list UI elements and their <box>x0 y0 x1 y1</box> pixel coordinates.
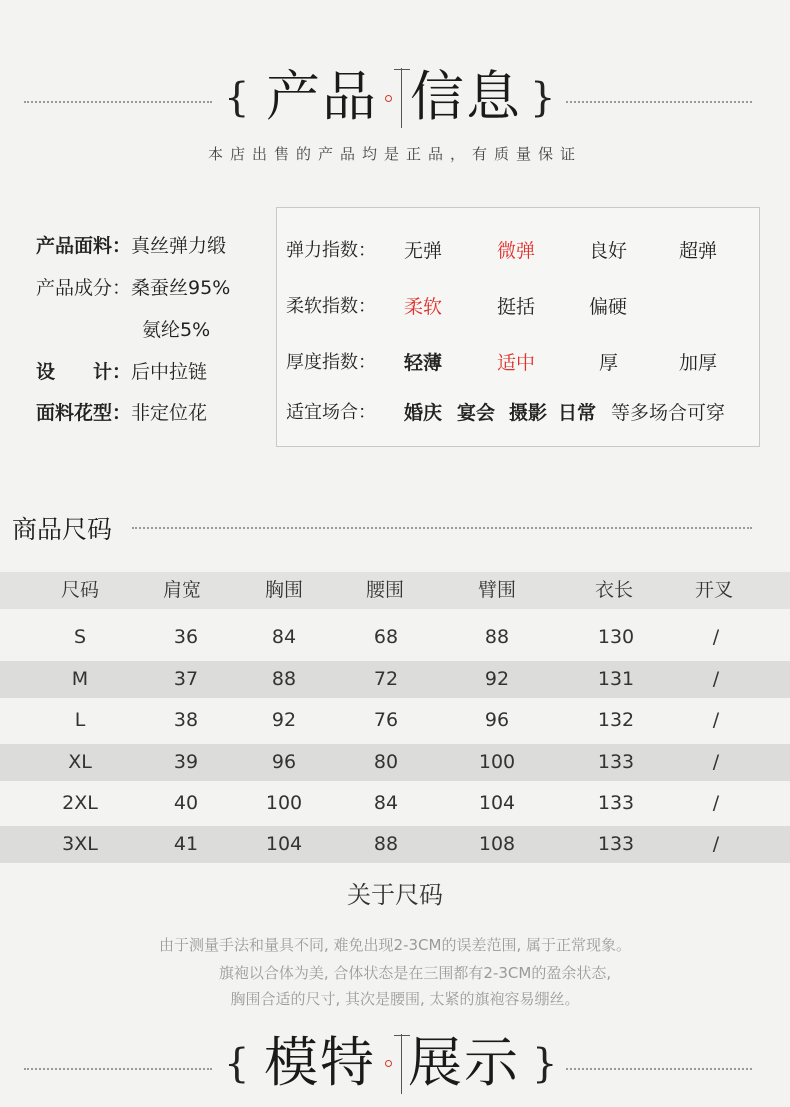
header-slit: 开叉 <box>694 579 734 601</box>
brace-open: { <box>224 1041 250 1087</box>
cell-shoulder: 41 <box>173 833 199 855</box>
cell-bust: 100 <box>265 792 303 814</box>
section-title-left: 模特 <box>264 1031 376 1094</box>
section-title-right: 信息 <box>410 65 522 128</box>
detail-composition-2 <box>142 315 210 342</box>
cell-waist: 72 <box>373 668 399 690</box>
cell-shoulder: 40 <box>173 792 199 814</box>
header-size: 尺码 <box>60 579 100 601</box>
thickness-option-extra-thick: 加厚 <box>679 352 718 374</box>
header-length: 衣长 <box>594 579 634 601</box>
elasticity-option-slight: 微弹 <box>497 240 536 262</box>
table-row <box>0 702 790 739</box>
brace-close: } <box>530 75 556 121</box>
cell-slit: / <box>712 833 720 855</box>
title-dot-icon <box>385 1060 392 1067</box>
cell-slit: / <box>712 626 720 648</box>
cell-slit: / <box>712 792 720 814</box>
table-row <box>0 619 790 656</box>
occasion-photo: 摄影 <box>509 402 548 424</box>
size-divider <box>132 527 752 529</box>
cell-length: 133 <box>597 792 635 814</box>
detail-design <box>36 357 207 384</box>
cell-arm: 92 <box>484 668 510 690</box>
elasticity-option-none: 无弹 <box>404 240 443 262</box>
cell-slit: / <box>712 751 720 773</box>
cell-arm: 104 <box>478 792 516 814</box>
elasticity-option-super: 超弹 <box>679 240 718 262</box>
cell-length: 133 <box>597 751 635 773</box>
elasticity-option-good: 良好 <box>589 240 628 262</box>
cell-length: 132 <box>597 709 635 731</box>
occasion-daily: 日常 <box>558 402 597 424</box>
cell-shoulder: 36 <box>173 626 199 648</box>
cell-bust: 88 <box>271 668 297 690</box>
divider-right <box>566 101 752 103</box>
detail-label: 产品成分： <box>36 277 132 299</box>
occasion-wedding: 婚庆 <box>404 402 443 424</box>
header-arm: 臂围 <box>477 579 517 601</box>
brace-open: { <box>224 75 250 121</box>
detail-value: 真丝弹力缎 <box>131 235 227 257</box>
thickness-option-thin: 轻薄 <box>404 352 443 374</box>
header-waist: 腰围 <box>365 579 405 601</box>
cell-waist: 76 <box>373 709 399 731</box>
guarantee-subtitle: 本店出售的产品均是正品，有质量保证 <box>207 145 582 163</box>
size-note-3: 胸围合适的尺寸, 其次是腰围, 太紧的旗袍容易绷丝。 <box>230 990 580 1008</box>
softness-option-soft: 柔软 <box>404 296 443 318</box>
cell-arm: 88 <box>484 626 510 648</box>
cell-waist: 68 <box>373 626 399 648</box>
thickness-label: 厚度指数： <box>286 352 376 373</box>
detail-label: 设 计： <box>36 361 132 383</box>
detail-pattern <box>36 398 207 425</box>
cell-length: 131 <box>597 668 635 690</box>
thickness-option-thick: 厚 <box>599 352 619 374</box>
occasion-label: 适宜场合： <box>286 402 376 423</box>
cell-size: L <box>74 709 86 731</box>
detail-fabric <box>36 231 226 258</box>
index-panel <box>276 207 760 447</box>
softness-label: 柔软指数： <box>286 296 376 317</box>
cell-waist: 80 <box>373 751 399 773</box>
detail-composition <box>36 273 230 300</box>
detail-value: 桑蚕丝95% <box>131 277 231 299</box>
title-divider-bar <box>401 68 402 128</box>
brace-close: } <box>532 1041 558 1087</box>
cell-bust: 92 <box>271 709 297 731</box>
cell-bust: 104 <box>265 833 303 855</box>
table-row <box>0 826 790 863</box>
cell-length: 133 <box>597 833 635 855</box>
cell-shoulder: 37 <box>173 668 199 690</box>
cell-size: 2XL <box>62 792 98 814</box>
cell-shoulder: 38 <box>173 709 199 731</box>
occasion-more: 等多场合可穿 <box>611 402 726 424</box>
thickness-option-medium: 适中 <box>497 352 536 374</box>
cell-waist: 84 <box>373 792 399 814</box>
cell-slit: / <box>712 668 720 690</box>
cell-bust: 96 <box>271 751 297 773</box>
section-title-right: 展示 <box>408 1031 520 1094</box>
table-row <box>0 744 790 781</box>
softness-option-hard: 偏硬 <box>589 296 628 318</box>
section-title-left: 产品 <box>266 65 378 128</box>
header-bust: 胸围 <box>264 579 304 601</box>
cell-waist: 88 <box>373 833 399 855</box>
divider-right <box>566 1068 752 1070</box>
cell-size: 3XL <box>62 833 98 855</box>
title-divider-tick <box>394 69 410 70</box>
size-note-1: 由于测量手法和量具不同, 难免出现2-3CM的误差范围, 属于正常现象。 <box>159 936 631 954</box>
table-row <box>0 661 790 698</box>
size-section-heading: 商品尺码 <box>12 515 113 544</box>
divider-left <box>24 1068 212 1070</box>
cell-arm: 100 <box>478 751 516 773</box>
cell-bust: 84 <box>271 626 297 648</box>
softness-option-crisp: 挺括 <box>497 296 536 318</box>
cell-slit: / <box>712 709 720 731</box>
detail-label: 面料花型： <box>36 402 132 424</box>
size-note-2: 旗袍以合体为美, 合体状态是在三围都有2-3CM的盈余状态, <box>218 964 612 982</box>
title-dot-icon <box>385 95 392 102</box>
occasion-banquet: 宴会 <box>457 402 496 424</box>
cell-length: 130 <box>597 626 635 648</box>
elasticity-label: 弹力指数： <box>286 240 376 261</box>
cell-arm: 108 <box>478 833 516 855</box>
cell-shoulder: 39 <box>173 751 199 773</box>
title-divider-bar <box>401 1034 402 1094</box>
cell-size: S <box>73 626 87 648</box>
table-row <box>0 785 790 822</box>
table-header-row <box>0 572 790 609</box>
detail-value: 氨纶5% <box>142 319 211 341</box>
cell-arm: 96 <box>484 709 510 731</box>
header-shoulder: 肩宽 <box>162 579 202 601</box>
detail-value: 后中拉链 <box>131 361 208 383</box>
detail-label: 产品面料： <box>36 235 132 257</box>
divider-left <box>24 101 212 103</box>
about-size-title: 关于尺码 <box>347 881 443 909</box>
detail-value: 非定位花 <box>131 402 208 424</box>
cell-size: XL <box>68 751 92 773</box>
cell-size: M <box>71 668 89 690</box>
